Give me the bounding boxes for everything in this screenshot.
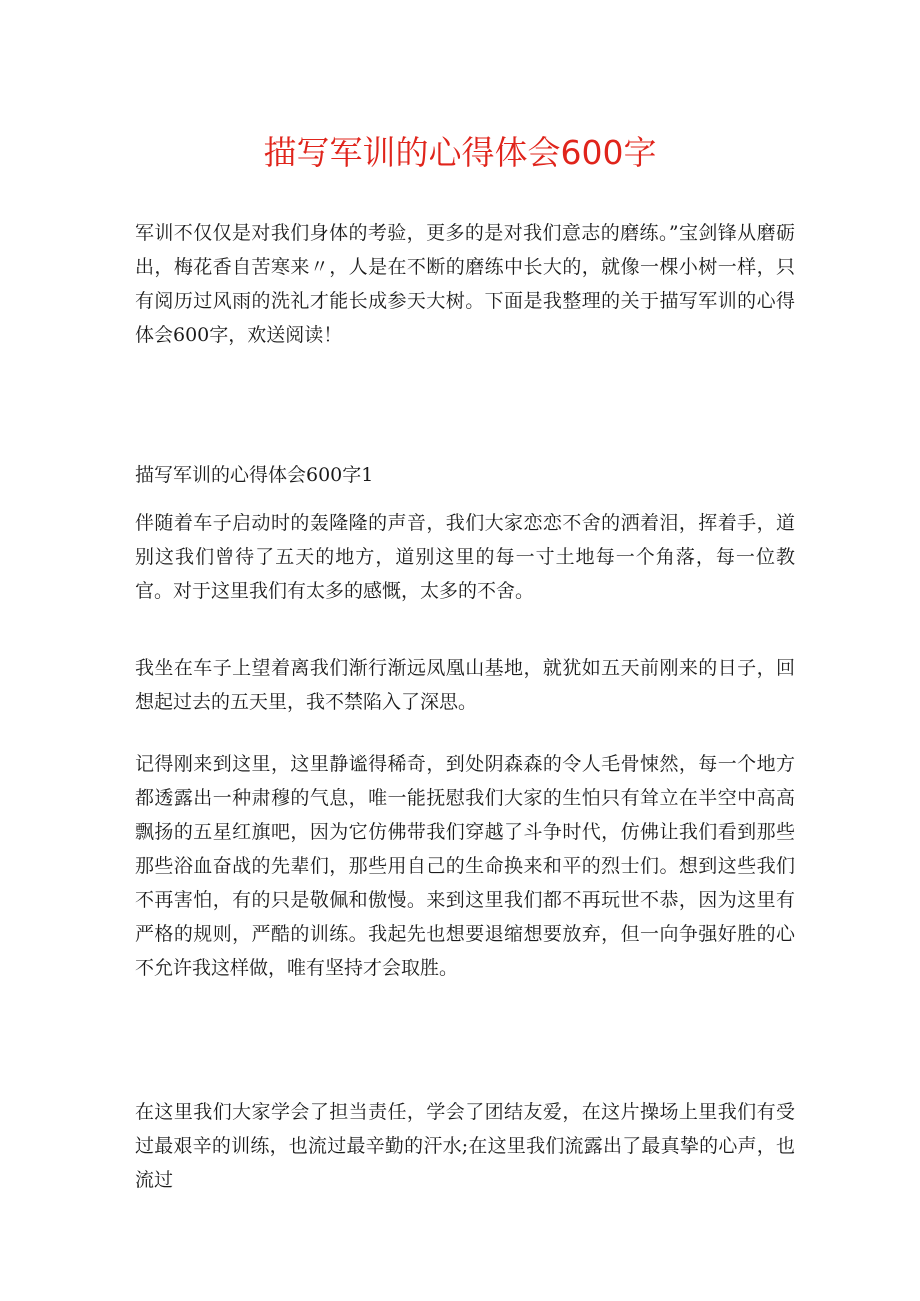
intro-paragraph [135,216,795,352]
body-paragraph-text: 我坐在车子上望着离我们渐行渐远凤凰山基地，就犹如五天前刚来的日子，回想起过去的五天里，我不禁陷入了深思。 [135,657,795,713]
section-heading-text: 描写军训的心得体会600字1 [135,464,374,486]
body-paragraph-2 [135,651,795,719]
body-paragraph-1 [135,506,795,608]
section-heading [135,458,795,492]
body-paragraph-3 [135,747,795,985]
intro-text: 军训不仅仅是对我们身体的考验，更多的是对我们意志的磨练。”宝剑锋从磨砺出，梅花香自苦寒来〃，人是在不断的磨练中长大的，就像一棵小树一样，只有阅历过风雨的洗礼才能长成参天大树。下面是我整理的关于描写军训的心得体会600字，欢送阅读！ [135,222,795,346]
body-paragraph-4 [135,1095,795,1197]
document-title: 描写军训的心得体会600字 [263,133,657,172]
body-paragraph-text: 在这里我们大家学会了担当责任，学会了团结友爱，在这片操场上里我们有受过最艰辛的训练，也流过最辛勤的汗水;在这里我们流露出了最真挚的心声，也流过 [135,1101,795,1191]
body-paragraph-text: 伴随着车子启动时的轰隆隆的声音，我们大家恋恋不舍的洒着泪，挥着手，道别这我们曾待了五天的地方，道别这里的每一寸土地每一个角落，每一位教官。对于这里我们有太多的感慨，太多的不舍。 [135,512,795,602]
body-paragraph-text: 记得刚来到这里，这里静谧得稀奇，到处阴森森的令人毛骨悚然，每一个地方都透露出一种肃穆的气息，唯一能抚慰我们大家的生怕只有耸立在半空中高高飘扬的五星红旗吧，因为它仿佛带我们穿越了斗争时代，仿佛让我们看到那些那些浴血奋战的先辈们，那些用自己的生命换来和平的烈士们。想到这些我们不再害怕，有的只是敬佩和傲慢。来到这里我们都不再玩世不恭，因为这里有严格的规则，严酷的训练。我起先也想要退缩想要放弃，但一向争强好胜的心不允许我这样做，唯有坚持才会取胜。 [135,753,795,979]
